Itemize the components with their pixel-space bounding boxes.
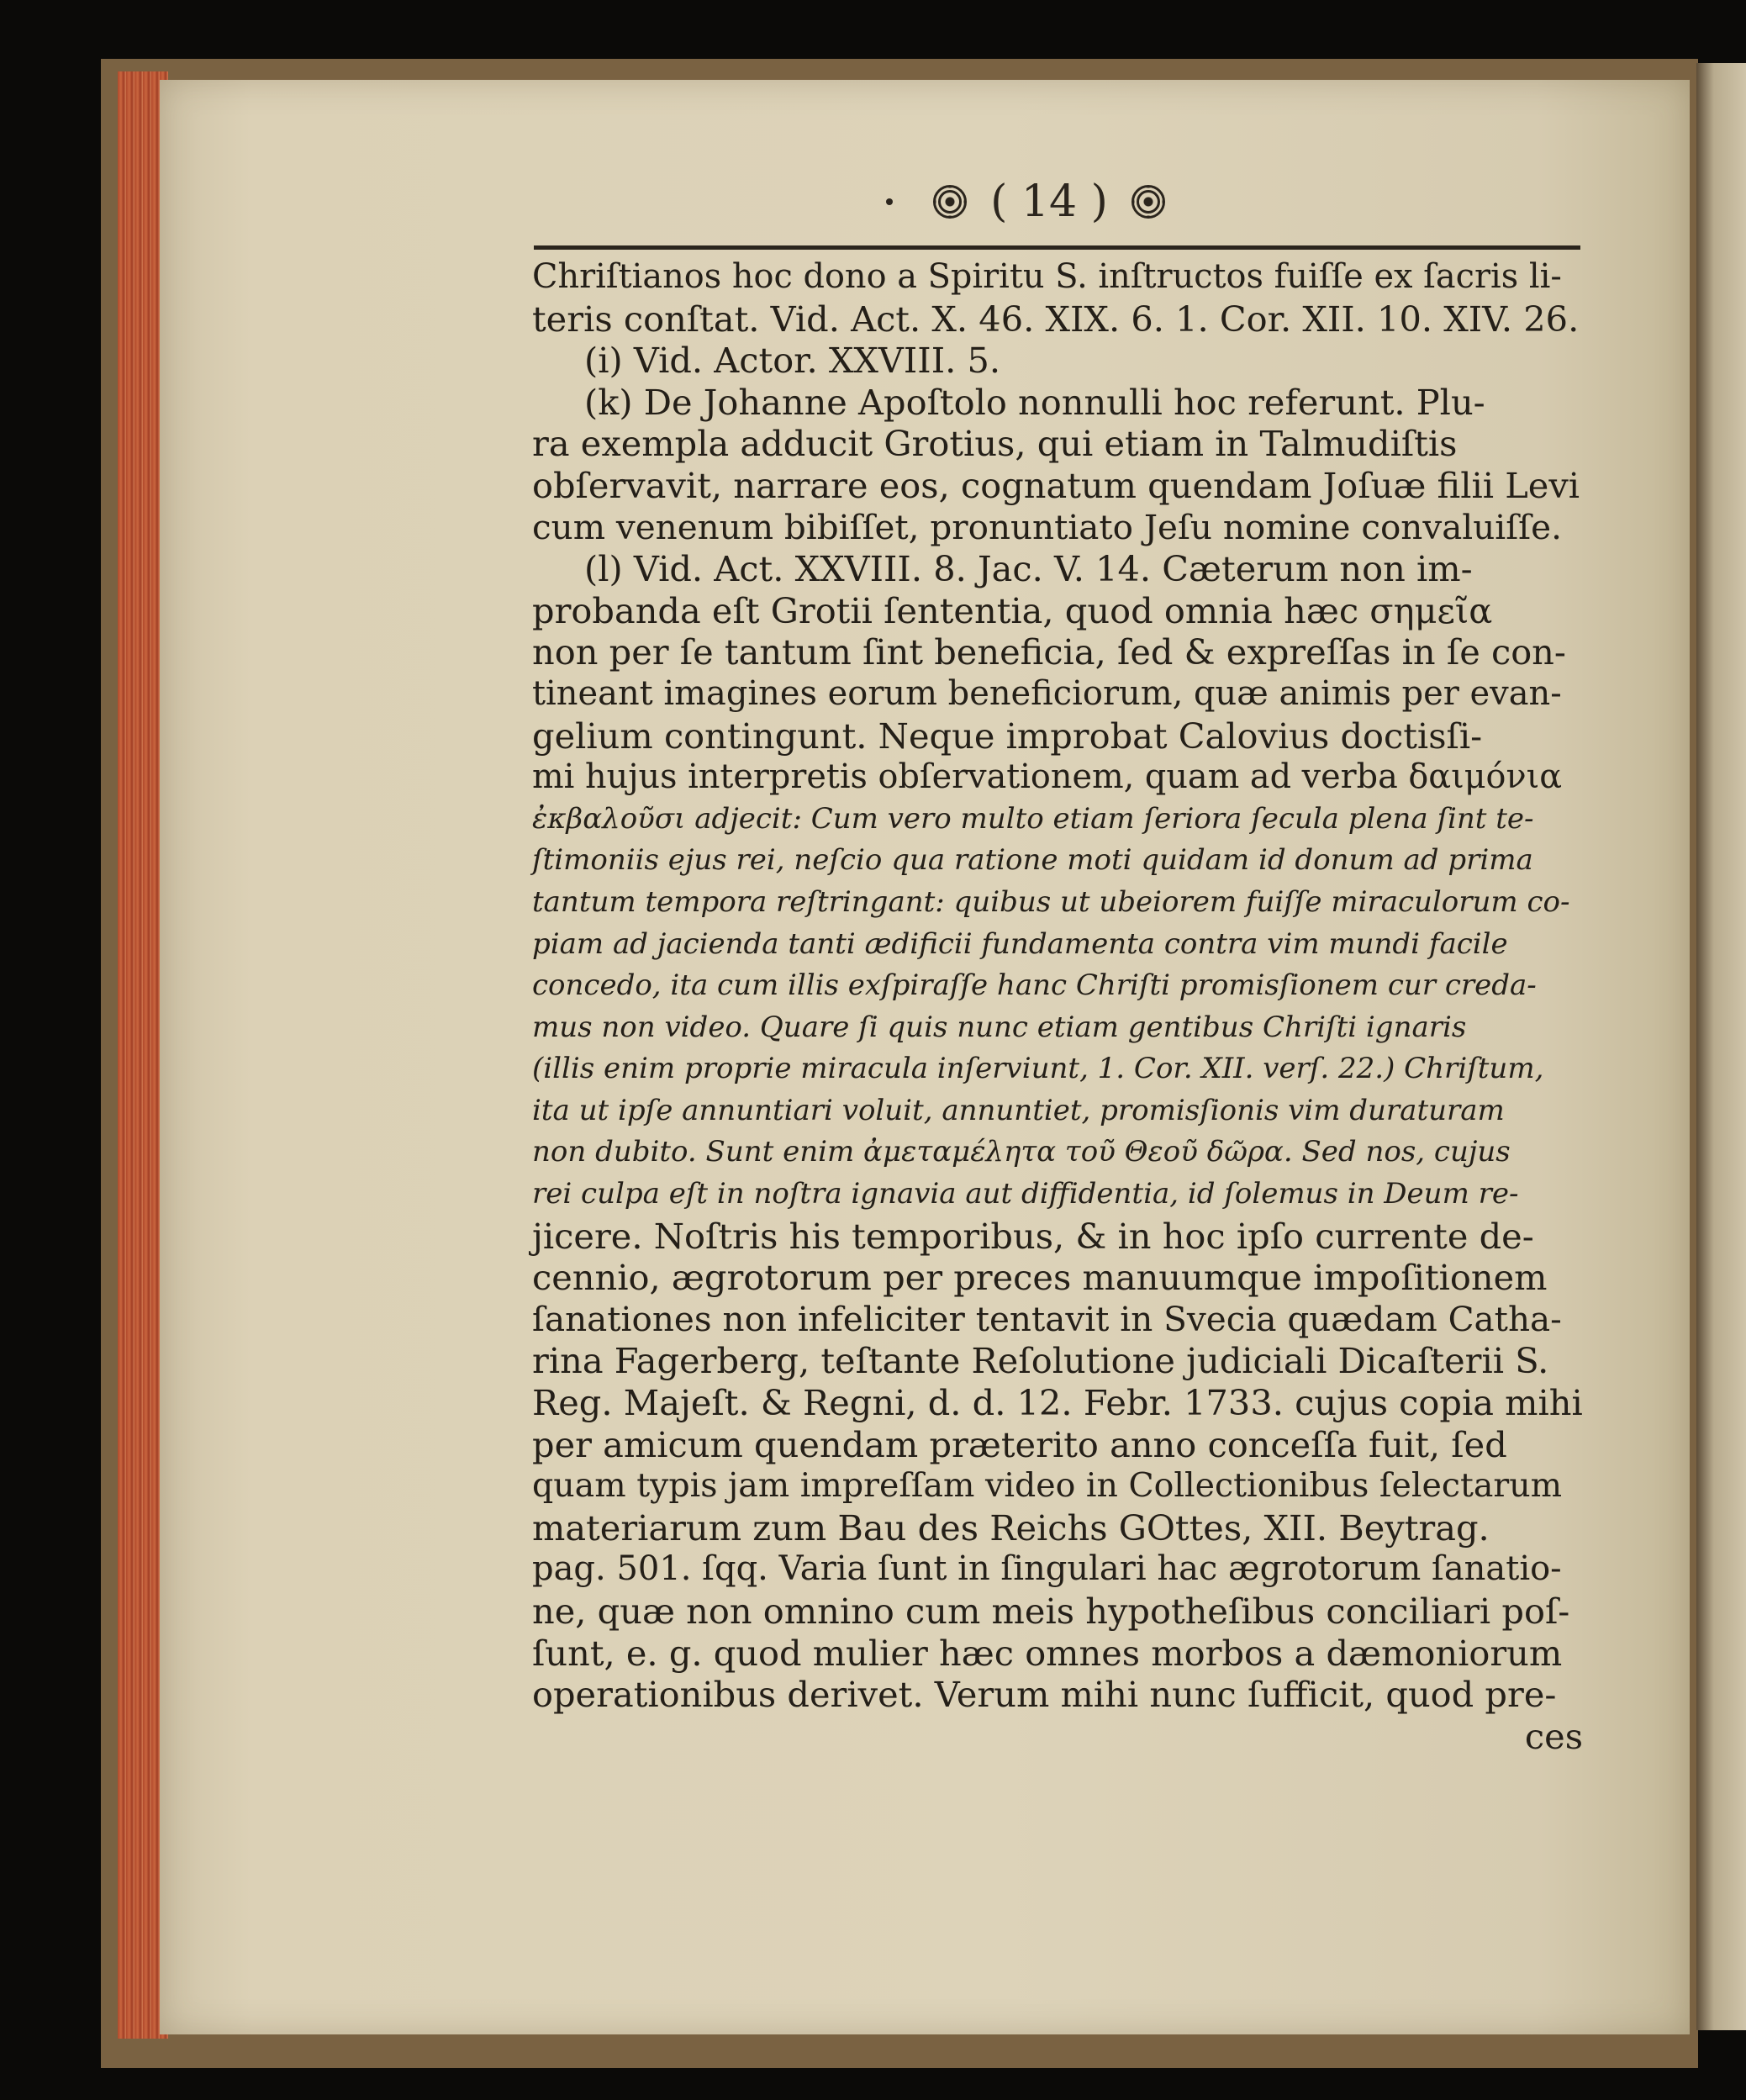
text-line: concedo, ita cum illis exſpiraſſe hanc Chriſti promisſionem cur creda- [532, 968, 1537, 1003]
text-line: materiarum zum Bau des Reichs GOttes, XII. Beytrag. [532, 1506, 1490, 1549]
text-line: ra exempla adducit Grotius, qui etiam in Talmudiſtis [532, 423, 1458, 465]
text-line: mi hujus interpretis obſervationem, quam ad verba δαιμόνια [532, 757, 1563, 797]
text-line: probanda eſt Grotii ſententia, quod omnia hæc σημεῖα [532, 589, 1493, 631]
text-line: rei culpa eſt in noſtra ignavia aut diffidentia, id ſolemus in Deum re- [532, 1177, 1519, 1211]
text-line: rina Fagerberg, teſtante Reſolutione judiciali Dicaſterii S. [532, 1340, 1549, 1382]
text-line: per amicum quendam præterito anno conceſſa fuit, ſed [532, 1423, 1507, 1465]
body-text [532, 256, 1583, 1757]
text-line: piam ad jacienda tanti ædificii fundamenta contra vim mundi facile [532, 926, 1508, 961]
text-line: teris conſtat. Vid. Act. X. 46. XIX. 6. 1. Cor. XII. 10. XIV. 26. [532, 298, 1580, 340]
text-line: ſanationes non infeliciter tentavit in Svecia quædam Catha- [532, 1298, 1562, 1339]
text-line: gelium contingunt. Neque improbat Calovius doctisſi- [532, 715, 1483, 757]
text-line: cum venenum bibiſſet, pronuntiato Jeſu nomine convaluiſſe. [532, 506, 1562, 547]
text-line: cennio, ægrotorum per preces manuumque impoſitionem [532, 1257, 1548, 1299]
left-ornament-icon [933, 185, 967, 219]
text-line: pag. 501. ſqq. Varia ſunt in ſingulari hac ægrotorum ſanatio- [532, 1549, 1562, 1589]
text-line: ſunt, e. g. quod mulier hæc omnes morbos a dæmoniorum [532, 1632, 1563, 1674]
text-line: (l) Vid. Act. XXVIII. 8. Jac. V. 14. Cæterum non im- [584, 548, 1473, 590]
facing-page-edge [1696, 63, 1746, 2030]
text-line: ſtimoniis ejus rei, neſcio qua ratione moti quidam id donum ad prima [532, 843, 1533, 878]
text-line: obſervavit, narrare eos, cognatum quendam Joſuæ filii Levi [532, 464, 1580, 506]
page-number: ( 14 ) [990, 177, 1108, 227]
text-line: non dubito. Sunt enim ἀμεταμέλητα τοῦ Θεοῦ δῶρα. Sed nos, cujus [532, 1135, 1511, 1169]
text-line: (i) Vid. Actor. XXVIII. 5. [584, 340, 1001, 382]
text-line: mus non video. Quare ſi quis nunc etiam gentibus Chriſti ignaris [532, 1010, 1467, 1044]
text-line: (illis enim proprie miracula inſerviunt, 1. Cor. XII. verſ. 22.) Chriſtum, [532, 1052, 1544, 1086]
text-line: operationibus derivet. Verum mihi nunc ſufficit, quod pre- [532, 1674, 1557, 1716]
header-rule [534, 245, 1580, 250]
text-line: quam typis jam impreſſam video in Collectionibus ſelectarum [532, 1466, 1563, 1506]
text-line: tantum tempora reſtringant: quibus ut ubeiorem fuiſſe miraculorum co- [532, 884, 1570, 919]
text-line: tineant imagines eorum beneficiorum, quæ animis per evan- [532, 673, 1562, 713]
text-line: Chriſtianos hoc dono a Spiritu S. inſtructos fuiſſe ex ſacris li- [532, 257, 1562, 296]
text-line: ne, quæ non omnino cum meis hypotheſibus conciliari poſ- [532, 1591, 1570, 1632]
text-line: non per ſe tantum ſint beneficia, ſed & expreſſas in ſe con- [532, 631, 1566, 673]
text-line: ita ut ipſe annuntiari voluit, annuntiet, promisſionis vim duraturam [532, 1093, 1505, 1127]
text-line: jicere. Noſtris his temporibus, & in hoc ipſo currente de- [532, 1215, 1534, 1257]
right-ornament-icon [1131, 185, 1165, 219]
text-line: ἐκβαλοῦσι adjecit: Cum vero multo etiam ſeriora ſecula plena ſint te- [532, 801, 1534, 836]
catchword: ces [1524, 1715, 1583, 1757]
page-header [828, 172, 1223, 231]
text-line: Reg. Majeſt. & Regni, d. d. 12. Febr. 1733. cujus copia mihi [532, 1382, 1583, 1424]
dot-ornament [886, 198, 893, 205]
text-line: (k) De Johanne Apoſtolo nonnulli hoc referunt. Plu- [584, 381, 1485, 423]
